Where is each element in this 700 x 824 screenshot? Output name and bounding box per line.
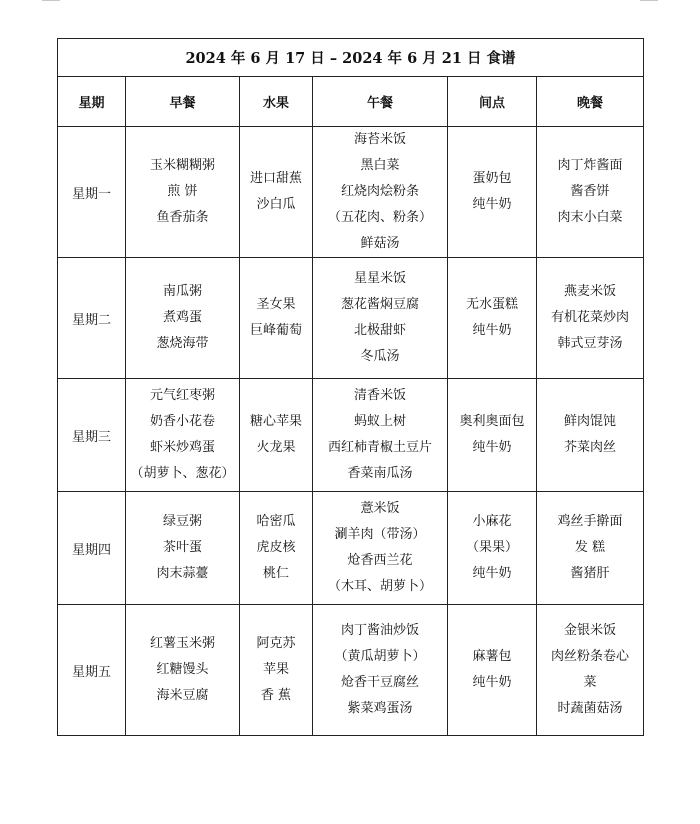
dinner-cell xyxy=(537,605,644,736)
snack-cell xyxy=(448,605,537,736)
dinner-item: 芥菜肉丝 xyxy=(563,440,616,455)
breakfast-item: 奶香小花卷 xyxy=(149,414,215,429)
page-corner-mark-right xyxy=(640,0,658,1)
dinner-item: 鲜肉馄饨 xyxy=(563,414,616,429)
lunch-cell xyxy=(313,258,448,379)
snack-cell xyxy=(448,492,537,605)
menu-title: 2024 年 6 月 17 日 – 2024 年 6 月 21 日 食谱 xyxy=(58,39,644,77)
breakfast-item: 红薯玉米粥 xyxy=(149,636,215,651)
header-row xyxy=(58,77,644,127)
lunch-item: 北极甜虾 xyxy=(353,323,406,338)
lunch-cell xyxy=(313,605,448,736)
fruit-cell xyxy=(240,127,313,258)
lunch-item: 西红柿青椒土豆片 xyxy=(327,440,432,455)
snack-item: 纯牛奶 xyxy=(472,566,512,581)
snack-item: 小麻花 xyxy=(472,514,512,529)
snack-cell xyxy=(448,379,537,492)
dinner-item: 金银米饭 xyxy=(563,623,616,638)
breakfast-cell xyxy=(126,258,240,379)
breakfast-item: 绿豆粥 xyxy=(162,514,202,529)
lunch-item: （五花肉、粉条） xyxy=(327,210,432,225)
dinner-cell xyxy=(537,258,644,379)
dinner-cell xyxy=(537,379,644,492)
breakfast-item: 煎 饼 xyxy=(167,184,198,199)
header-snack: 间点 xyxy=(448,77,537,127)
snack-item: 无水蛋糕 xyxy=(465,297,518,312)
day-cell: 星期三 xyxy=(58,379,126,492)
breakfast-cell xyxy=(126,605,240,736)
dinner-item: 肉丁炸酱面 xyxy=(557,158,623,173)
snack-item: 纯牛奶 xyxy=(472,440,512,455)
fruit-cell xyxy=(240,379,313,492)
breakfast-item: 鱼香茄条 xyxy=(156,210,209,225)
dinner-item: 菜 xyxy=(583,675,597,690)
fruit-item: 桃仁 xyxy=(262,566,289,581)
lunch-cell xyxy=(313,379,448,492)
breakfast-cell xyxy=(126,127,240,258)
lunch-cell xyxy=(313,127,448,258)
day-cell: 星期四 xyxy=(58,492,126,605)
breakfast-item: 南瓜粥 xyxy=(162,284,202,299)
snack-item: 麻薯包 xyxy=(472,649,512,664)
lunch-item: 星星米饭 xyxy=(353,271,406,286)
lunch-item: 鲜菇汤 xyxy=(360,236,400,251)
fruit-item: 糖心苹果 xyxy=(249,414,302,429)
lunch-item: 黑白菜 xyxy=(360,158,400,173)
dinner-item: 酱猪肝 xyxy=(570,566,610,581)
day-cell: 星期一 xyxy=(58,127,126,258)
lunch-item: 蚂蚁上树 xyxy=(353,414,406,429)
snack-cell xyxy=(448,127,537,258)
breakfast-item: 肉末蒜薹 xyxy=(156,566,209,581)
fruit-item: 哈密瓜 xyxy=(256,514,296,529)
lunch-item: （木耳、胡萝卜） xyxy=(327,579,432,594)
snack-item: 纯牛奶 xyxy=(472,197,512,212)
snack-item: （果果） xyxy=(465,540,518,555)
breakfast-item: 虾米炒鸡蛋 xyxy=(149,440,215,455)
fruit-item: 圣女果 xyxy=(256,297,296,312)
menu-row-wednesday xyxy=(58,379,644,492)
fruit-cell xyxy=(240,605,313,736)
page-corner-mark-left xyxy=(42,0,60,1)
snack-cell xyxy=(448,258,537,379)
breakfast-item: （胡萝卜、葱花） xyxy=(130,466,235,481)
snack-item: 蛋奶包 xyxy=(472,171,512,186)
fruit-item: 进口甜蕉 xyxy=(249,171,302,186)
lunch-item: 清香米饭 xyxy=(353,388,406,403)
menu-row-tuesday xyxy=(58,258,644,379)
breakfast-item: 葱烧海带 xyxy=(156,336,209,351)
lunch-cell xyxy=(313,492,448,605)
dinner-item: 韩式豆芽汤 xyxy=(557,336,623,351)
breakfast-cell xyxy=(126,492,240,605)
lunch-item: （黄瓜胡萝卜） xyxy=(334,649,426,664)
day-cell: 星期二 xyxy=(58,258,126,379)
fruit-item: 火龙果 xyxy=(256,440,296,455)
dinner-cell xyxy=(537,492,644,605)
lunch-item: 涮羊肉（带汤） xyxy=(334,527,426,542)
header-fruit: 水果 xyxy=(240,77,313,127)
breakfast-item: 玉米糊糊粥 xyxy=(149,158,215,173)
lunch-item: 薏米饭 xyxy=(360,501,400,516)
breakfast-item: 茶叶蛋 xyxy=(162,540,202,555)
dinner-item: 发 糕 xyxy=(574,540,606,555)
menu-row-thursday xyxy=(58,492,644,605)
dinner-item: 肉末小白菜 xyxy=(557,210,623,225)
weekly-menu-table xyxy=(57,38,644,736)
header-day: 星期 xyxy=(58,77,126,127)
header-lunch: 午餐 xyxy=(313,77,448,127)
lunch-item: 冬瓜汤 xyxy=(360,349,400,364)
header-dinner: 晚餐 xyxy=(537,77,644,127)
dinner-cell xyxy=(537,127,644,258)
fruit-item: 香 蕉 xyxy=(260,688,292,703)
dinner-item: 鸡丝手擀面 xyxy=(557,514,623,529)
breakfast-item: 红糖馒头 xyxy=(156,662,209,677)
lunch-item: 紫菜鸡蛋汤 xyxy=(347,701,413,716)
fruit-cell xyxy=(240,492,313,605)
fruit-item: 巨峰葡萄 xyxy=(249,323,302,338)
fruit-item: 虎皮核 xyxy=(256,540,296,555)
dinner-item: 时蔬菌菇汤 xyxy=(557,701,623,716)
menu-row-monday xyxy=(58,127,644,258)
breakfast-item: 海米豆腐 xyxy=(156,688,209,703)
dinner-item: 酱香饼 xyxy=(570,184,610,199)
breakfast-item: 元气红枣粥 xyxy=(149,388,215,403)
lunch-item: 海苔米饭 xyxy=(353,132,406,147)
breakfast-cell xyxy=(126,379,240,492)
snack-item: 纯牛奶 xyxy=(472,323,512,338)
lunch-item: 炝香干豆腐丝 xyxy=(340,675,419,690)
fruit-cell xyxy=(240,258,313,379)
dinner-item: 有机花菜炒肉 xyxy=(550,310,629,325)
breakfast-item: 煮鸡蛋 xyxy=(162,310,202,325)
snack-item: 纯牛奶 xyxy=(472,675,512,690)
day-cell: 星期五 xyxy=(58,605,126,736)
fruit-item: 阿克苏 xyxy=(256,636,296,651)
lunch-item: 炝香西兰花 xyxy=(347,553,413,568)
lunch-item: 肉丁酱油炒饭 xyxy=(340,623,419,638)
menu-row-friday xyxy=(58,605,644,736)
snack-item: 奥利奥面包 xyxy=(459,414,525,429)
title-row xyxy=(58,39,644,77)
dinner-item: 肉丝粉条卷心 xyxy=(550,649,629,664)
lunch-item: 葱花酱焖豆腐 xyxy=(340,297,419,312)
lunch-item: 红烧肉烩粉条 xyxy=(340,184,419,199)
fruit-item: 苹果 xyxy=(262,662,289,677)
header-breakfast: 早餐 xyxy=(126,77,240,127)
dinner-item: 燕麦米饭 xyxy=(563,284,616,299)
fruit-item: 沙白瓜 xyxy=(256,197,296,212)
lunch-item: 香菜南瓜汤 xyxy=(347,466,413,481)
